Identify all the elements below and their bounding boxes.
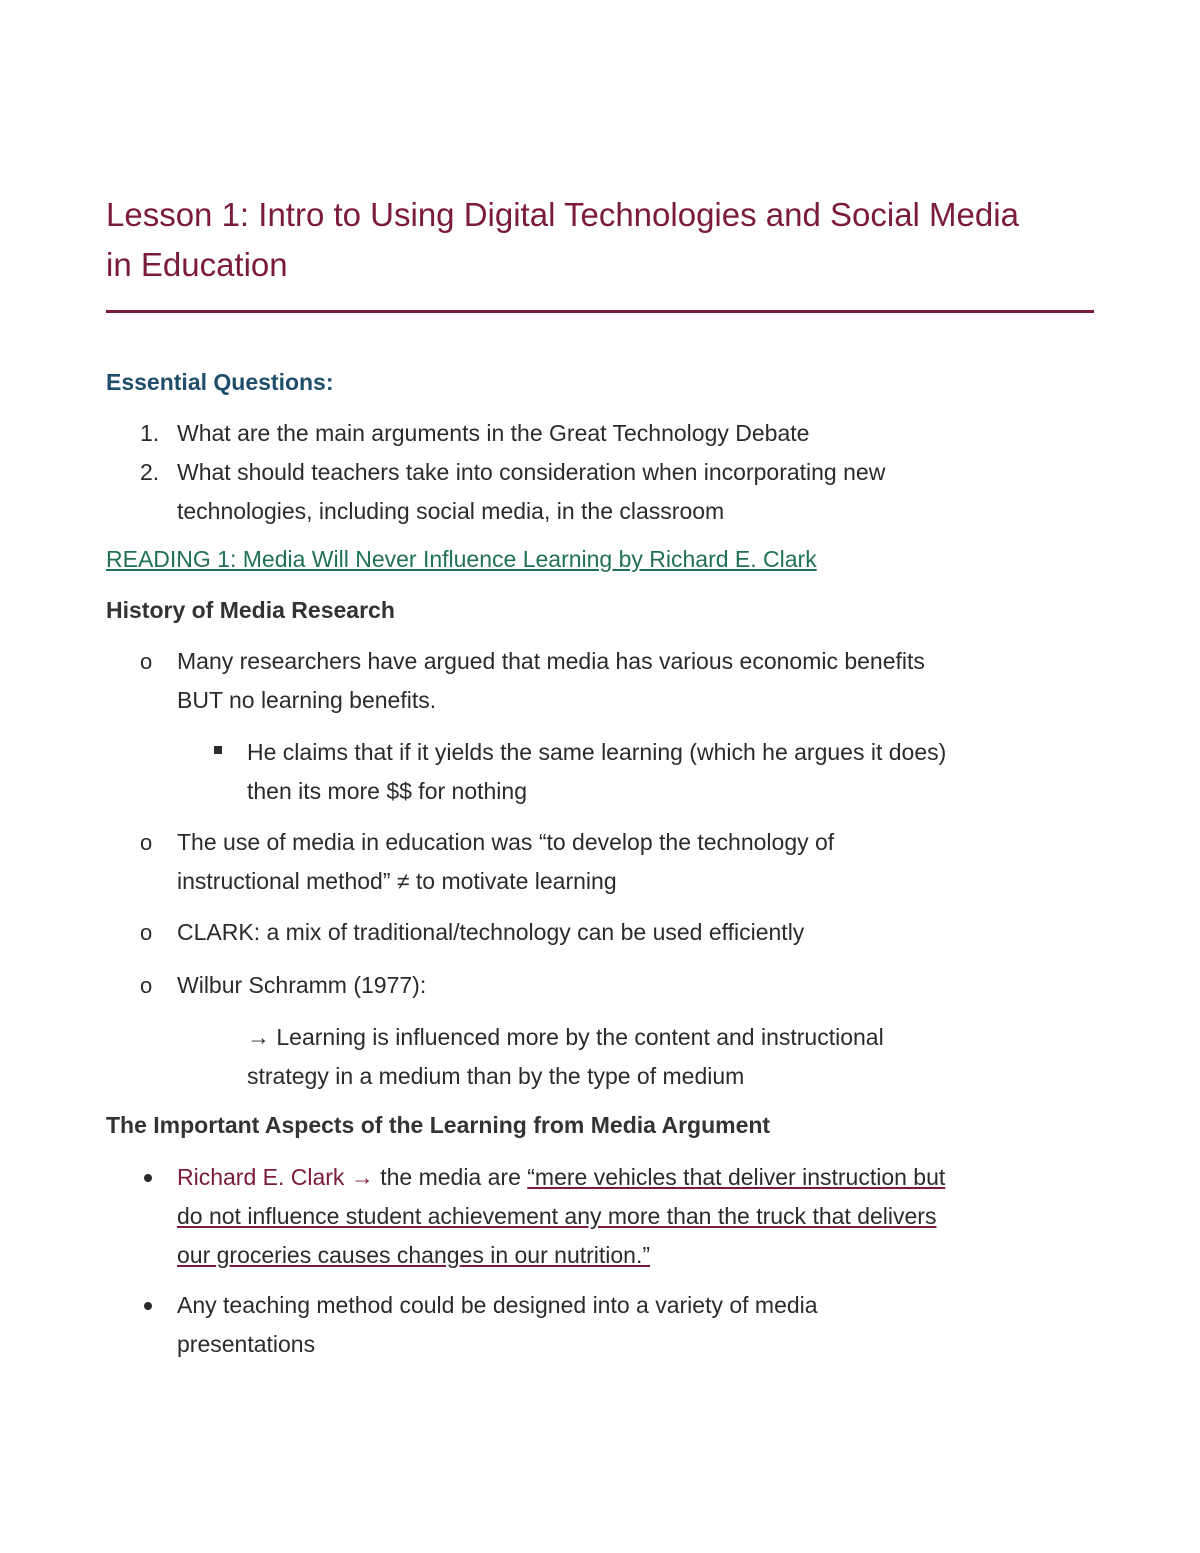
title-line-1: Lesson 1: Intro to Using Digital Technologies and Social Media (106, 196, 1019, 233)
circle-bullet-icon: o (140, 973, 153, 998)
list-item (140, 823, 1100, 903)
page-title (106, 190, 1106, 290)
list-item-line-2: presentations (177, 1331, 316, 1357)
list-item-line-2: instructional method” ≠ to motivate learning (177, 868, 617, 894)
history-heading: History of Media Research (106, 597, 395, 623)
circle-bullet-icon: o (140, 649, 153, 674)
list-item-line-2: strategy in a medium than by the type of medium (247, 1063, 745, 1089)
essential-questions-heading: Essential Questions: (106, 369, 334, 395)
square-bullet-icon (214, 746, 222, 754)
list-item (140, 642, 1100, 722)
quote-line-2: do not influence student achievement any more than the truck that delivers (177, 1203, 937, 1229)
question-text-line-1: What should teachers take into consideration when incorporating new (177, 459, 886, 485)
arrow-right-icon: → (247, 1024, 270, 1050)
list-item (140, 1286, 1100, 1366)
bullet-dot-icon (144, 1302, 152, 1310)
question-number: 1. (140, 420, 160, 446)
question-number: 2. (140, 459, 160, 485)
question-text: What are the main arguments in the Great Technology Debate (177, 420, 810, 446)
list-item-line-1: Many researchers have argued that media has various economic benefits (177, 648, 925, 674)
list-item-line-1: CLARK: a mix of traditional/technology can be used efficiently (177, 919, 805, 945)
list-item (247, 1018, 1097, 1098)
quote-line-1: “mere vehicles that deliver instruction but (527, 1164, 946, 1190)
list-item-line-2: then its more $$ for nothing (247, 778, 527, 804)
quote-line-3: our groceries causes changes in our nutrition.” (177, 1242, 651, 1268)
list-item-line-1: Learning is influenced more by the content and instructional (276, 1024, 884, 1050)
circle-bullet-icon: o (140, 920, 153, 945)
list-item (140, 966, 1100, 1006)
circle-bullet-icon: o (140, 830, 153, 855)
bullet-dot-icon (144, 1174, 152, 1182)
list-item (140, 913, 1100, 953)
title-line-2: in Education (106, 246, 288, 283)
list-item-line-1: He claims that if it yields the same learning (which he argues it does) (247, 739, 947, 765)
author-name: Richard E. Clark (177, 1164, 345, 1190)
arrow-right-icon: → (350, 1164, 374, 1190)
list-item (140, 1158, 1100, 1278)
reading-1-link[interactable]: READING 1: Media Will Never Influence Learning by Richard E. Clark (106, 546, 817, 572)
list-item-line-1: Any teaching method could be designed into a variety of media (177, 1292, 818, 1318)
list-item-line-1: Wilbur Schramm (1977): (177, 972, 427, 998)
list-item-line-1: The use of media in education was “to develop the technology of (177, 829, 835, 855)
list-item-line-2: BUT no learning benefits. (177, 687, 437, 713)
lead-text: the media are (373, 1164, 528, 1190)
question-text-line-2: technologies, including social media, in the classroom (177, 498, 725, 524)
question-text (177, 453, 1057, 531)
aspects-heading: The Important Aspects of the Learning from Media Argument (106, 1112, 771, 1138)
title-divider (106, 310, 1094, 313)
list-item (214, 733, 1094, 813)
